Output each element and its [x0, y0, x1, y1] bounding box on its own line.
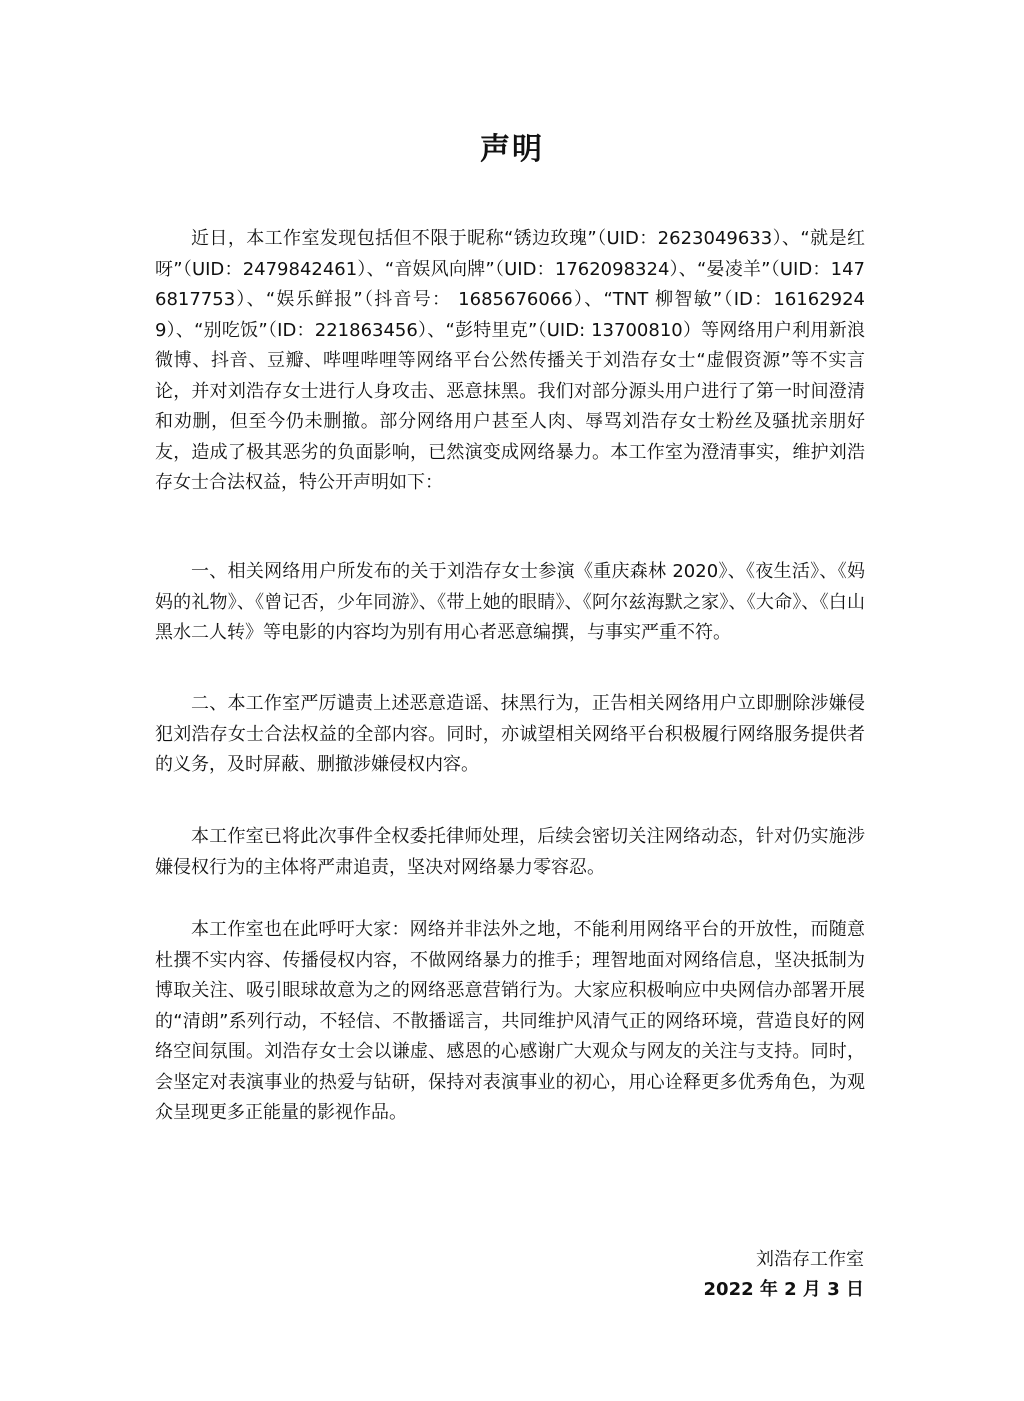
paragraph-legal-action: 本工作室已将此次事件全权委托律师处理，后续会密切关注网络动态，针对仍实施涉嫌侵权行为的主体将严肃追责，坚决对网络暴力零容忍。: [155, 826, 865, 878]
paragraph-intro: 近日，本工作室发现包括但不限于昵称“锈边玫瑰”（UID：2623049633）、“就是红呀”（UID：2479842461）、“音娱风向牌”（UID：1762098324）、“晏凌羊”（UID：1476817753）、“娱乐鲜报”（抖音号： 1685676066）、“TNT 柳智敏”（ID：161629249）、“别吃饭”（ID：221863456）、“彭特里克”（UID: 13700810）等网络用户利用新浪微博、抖音、豆瓣、哔哩哔哩等网络平台公然传播关于刘浩存女士“虚假资源”等不实言论，并对刘浩存女士进行人身攻击、恶意抹黑。我们对部分源头用户进行了第一时间澄清和劝删，但至今仍未删撤。部分网络用户甚至人肉、辱骂刘浩存女士粉丝及骚扰亲朋好友，造成了极其恶劣的负面影响，已然演变成网络暴力。本工作室为澄清事实，维护刘浩存女士合法权益，特公开声明如下：: [155, 228, 865, 493]
signature-name: 刘浩存工作室: [756, 1249, 864, 1270]
paragraph-point-two: 二、本工作室严厉谴责上述恶意造谣、抹黑行为，正告相关网络用户立即删除涉嫌侵犯刘浩存女士合法权益的全部内容。同时，亦诚望相关网络平台积极履行网络服务提供者的义务，及时屏蔽、删撤涉嫌侵权内容。: [155, 693, 865, 775]
signature-block: [704, 1245, 864, 1305]
document-title: 声明: [480, 132, 544, 167]
signature-date: 2022 年 2 月 3 日: [703, 1279, 864, 1300]
paragraph-point-one: 一、相关网络用户所发布的关于刘浩存女士参演《重庆森林 2020》、《夜生活》、《妈妈的礼物》、《曾记否，少年同游》、《带上她的眼睛》、《阿尔兹海默之家》、《大命》、《白山黑水二人转》等电影的内容均为别有用心者恶意编撰，与事实严重不符。: [155, 561, 865, 643]
paragraph-appeal: 本工作室也在此呼吁大家：网络并非法外之地，不能利用网络平台的开放性，而随意杜撰不实内容、传播侵权内容，不做网络暴力的推手；理智地面对网络信息，坚决抵制为博取关注、吸引眼球故意为之的网络恶意营销行为。大家应积极响应中央网信办部署开展的“清朗”系列行动，不轻信、不散播谣言，共同维护风清气正的网络环境，营造良好的网络空间氛围。刘浩存女士会以谦虚、感恩的心感谢广大观众与网友的关注与支持。同时，会坚定对表演事业的热爱与钻研，保持对表演事业的初心，用心诠释更多优秀角色，为观众呈现更多正能量的影视作品。: [155, 919, 865, 1123]
